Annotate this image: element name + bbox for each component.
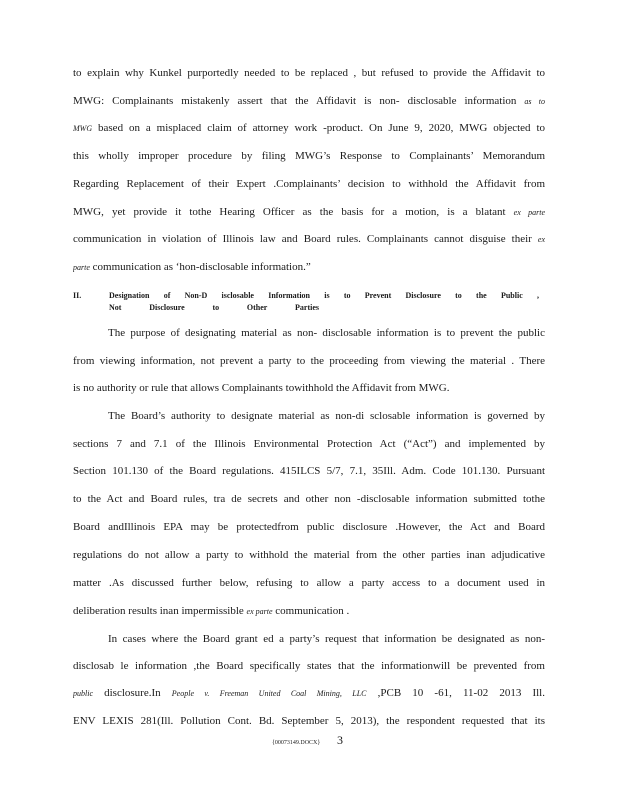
text-run: based on a misplaced claim of attorney work -product. On June 9, 2020, MWG objected to bbox=[92, 122, 545, 134]
text-run: Regarding Replacement of their Expert .Complainants’ decision to withhold the Affidavit from bbox=[73, 178, 545, 190]
body-line bbox=[108, 632, 545, 646]
section-heading-line-1: Designation of Non-D isclosable Information is to Prevent Disclosure to the Public , bbox=[109, 291, 539, 300]
text-run: The purpose of designating material as non- disclosable information is to prevent the public bbox=[108, 327, 545, 339]
body-line bbox=[73, 659, 545, 673]
body-line bbox=[73, 121, 545, 136]
italic-text: public bbox=[73, 689, 93, 698]
text-run: ENV LEXIS 281(Ill. Pollution Cont. Bd. September 5, 2013), the respondent requested that its bbox=[73, 715, 545, 727]
body-line bbox=[108, 409, 545, 423]
text-run: to the Act and Board rules, tra de secrets and other non -disclosable information submitted tothe bbox=[73, 493, 545, 505]
text-run: deliberation results inan impermissible bbox=[73, 605, 247, 617]
italic-text: ex bbox=[537, 235, 545, 244]
body-line bbox=[73, 260, 545, 275]
body-line bbox=[73, 714, 545, 728]
body-line bbox=[73, 437, 545, 451]
text-run: this wholly improper procedure by filing MWG’s Response to Complainants’ Memorandum bbox=[73, 150, 545, 162]
text-run: from viewing information, not prevent a party to the proceeding from viewing the material . There bbox=[73, 355, 545, 367]
italic-text: ex parte bbox=[513, 208, 545, 217]
body-line bbox=[108, 326, 545, 340]
body-line bbox=[73, 177, 545, 191]
body-line bbox=[73, 94, 545, 109]
text-run: ,PCB 10 -61, 11-02 2013 Ill. bbox=[366, 687, 545, 699]
text-run: MWG, yet provide it tothe Hearing Officer as the basis for a motion, is a blatant bbox=[73, 206, 514, 218]
body-line bbox=[73, 520, 545, 534]
body-line bbox=[73, 686, 545, 701]
text-run: is no authority or rule that allows Complainants towithhold the Affidavit from MWG. bbox=[73, 382, 450, 394]
body-line bbox=[73, 604, 545, 619]
text-run: matter .As discussed further below, refusing to allow a party access to a document used in bbox=[73, 577, 545, 589]
text-run: disclosab le information ,the Board specifically states that the informationwill be prevented from bbox=[73, 660, 545, 672]
body-line bbox=[73, 492, 545, 506]
text-run: MWG: Complainants mistakenly assert that the Affidavit is non- disclosable information bbox=[73, 95, 525, 107]
text-run: Section 101.130 of the Board regulations. 415ILCS 5/7, 7.1, 35Ill. Adm. Code 101.130. Pursuant bbox=[73, 465, 545, 477]
body-line bbox=[73, 576, 545, 590]
text-run: The Board’s authority to designate material as non-di sclosable information is governed by bbox=[108, 410, 545, 422]
body-line bbox=[73, 548, 545, 562]
body-line bbox=[73, 149, 545, 163]
page-number: 3 bbox=[337, 733, 343, 747]
body-line bbox=[73, 464, 545, 478]
text-run: In cases where the Board grant ed a party’s request that information be designated as non- bbox=[108, 633, 545, 645]
text-run: disclosure.In bbox=[93, 687, 172, 699]
body-line bbox=[73, 354, 545, 368]
text-run: communication in violation of Illinois law and Board rules. Complainants cannot disguise their bbox=[73, 233, 538, 245]
text-run: to explain why Kunkel purportedly needed to be replaced , but refused to provide the Affidavit to bbox=[73, 67, 545, 79]
text-run: Board andIllinois EPA may be protectedfrom public disclosure .However, the Act and Board bbox=[73, 521, 545, 533]
body-line bbox=[73, 381, 545, 395]
italic-text: MWG bbox=[73, 124, 93, 133]
text-run: communication . bbox=[272, 605, 350, 617]
text-run: sections 7 and 7.1 of the Illinois Environmental Protection Act (“Act”) and implemented by bbox=[73, 438, 545, 450]
italic-text: parte bbox=[73, 263, 90, 272]
footer-doc-id: {00073149.DOCX} bbox=[272, 740, 321, 746]
italic-text: People v. Freeman United Coal Mining, LLC bbox=[171, 689, 367, 698]
body-line bbox=[73, 205, 545, 220]
body-line bbox=[73, 232, 545, 247]
text-run: communication as ‘hon-disclosable information.” bbox=[89, 261, 311, 273]
body-line bbox=[73, 66, 545, 80]
text-run: regulations do not allow a party to withhold the material from the other parties inan adjudicative bbox=[73, 549, 545, 561]
section-heading-line-2: Not Disclosure to Other Parties bbox=[109, 303, 319, 312]
section-number: II. bbox=[73, 291, 82, 300]
italic-text: ex parte bbox=[246, 607, 273, 616]
italic-text: as to bbox=[524, 97, 545, 106]
